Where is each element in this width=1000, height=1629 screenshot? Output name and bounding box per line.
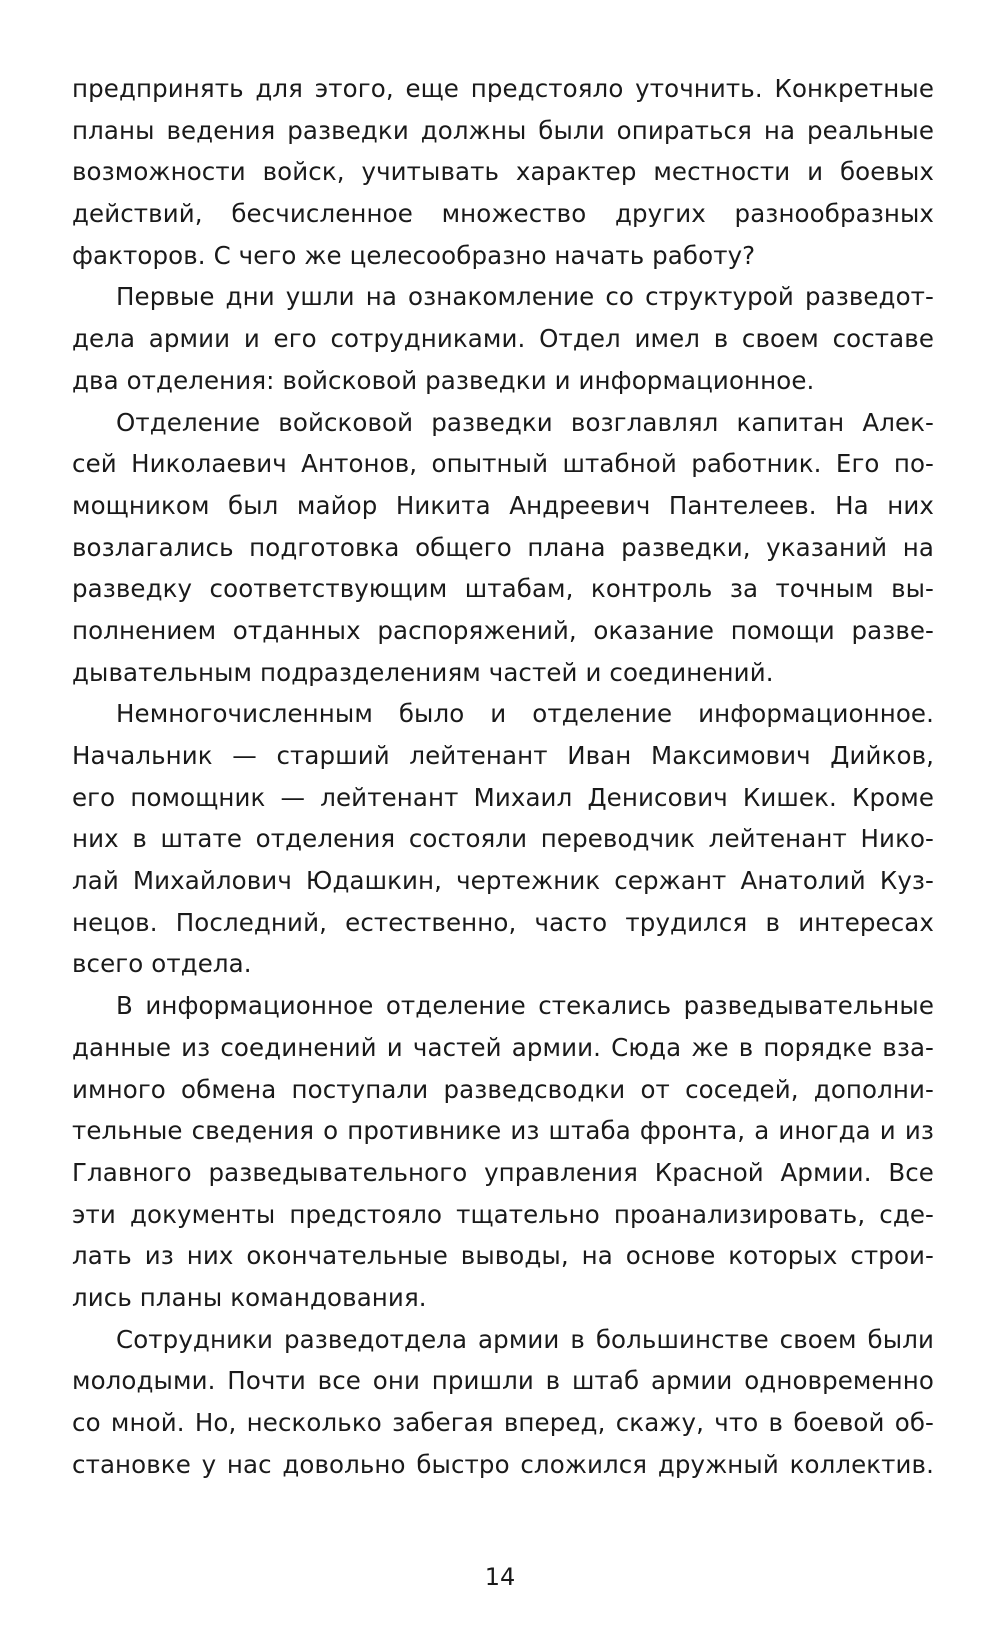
text-line: полнением отданных распоряжений, оказание помощи разве- [72, 615, 934, 645]
text-line: лись планы командования. [72, 1282, 427, 1312]
text-line: возможности войск, учитывать характер местности и боевых [72, 157, 934, 187]
page-number: 14 [484, 1563, 516, 1591]
text-line: Немногочисленным было и отделение информационное. [116, 699, 934, 729]
text-line: имного обмена поступали разведсводки от соседей, дополни- [72, 1074, 934, 1104]
text-line: Главного разведывательного управления Красной Армии. Все [72, 1157, 934, 1187]
text-line: два отделения: войсковой разведки и информационное. [72, 365, 815, 395]
text-line: Первые дни ушли на ознакомление со структурой разведот- [116, 282, 934, 312]
text-line: возлагались подготовка общего плана разведки, указаний на [72, 532, 934, 562]
text-line: дывательным подразделениям частей и соединений. [72, 657, 774, 687]
text-line: В информационное отделение стекались разведывательные [116, 991, 934, 1021]
text-line: планы ведения разведки должны были опираться на реальные [72, 115, 934, 145]
text-line: лай Михайлович Юдашкин, чертежник сержант Анатолий Куз- [72, 866, 934, 896]
text-line: мощником был майор Никита Андреевич Пантелеев. На них [72, 490, 934, 520]
text-line: эти документы предстояло тщательно проанализировать, сде- [72, 1199, 934, 1229]
body-text [72, 68, 934, 1485]
text-line: данные из соединений и частей армии. Сюда же в порядке вза- [72, 1032, 934, 1062]
text-line: действий, бесчисленное множество других разнообразных [72, 199, 934, 229]
text-line: Начальник — старший лейтенант Иван Максимович Дийков, [72, 741, 934, 770]
text-line: дела армии и его сотрудниками. Отдел имел в своем составе [72, 324, 934, 354]
text-line: его помощник — лейтенант Михаил Денисович Кишек. Кроме [72, 782, 934, 812]
text-line: становке у нас довольно быстро сложился дружный коллектив. [72, 1449, 934, 1479]
text-line: лать из них окончательные выводы, на основе которых строи- [72, 1241, 934, 1271]
text-line: всего отдела. [72, 949, 252, 979]
text-line: тельные сведения о противнике из штаба фронта, а иногда и из [72, 1116, 934, 1146]
text-line: сей Николаевич Антонов, опытный штабной работник. Его по- [72, 449, 934, 479]
text-line: факторов. С чего же целесообразно начать работу? [72, 240, 756, 270]
text-line: Отделение войсковой разведки возглавлял капитан Алек- [116, 407, 934, 437]
text-line: нецов. Последний, естественно, часто трудился в интересах [72, 907, 934, 937]
text-line: разведку соответствующим штабам, контроль за точным вы- [72, 574, 934, 604]
text-line: предпринять для этого, еще предстояло уточнить. Конкретные [72, 74, 934, 103]
text-line: со мной. Но, несколько забегая вперед, скажу, что в боевой об- [72, 1408, 934, 1437]
text-line: Сотрудники разведотдела армии в большинстве своем были [116, 1324, 934, 1354]
text-line: молодыми. Почти все они пришли в штаб армии одновременно [72, 1366, 934, 1396]
text-line: них в штате отделения состояли переводчик лейтенант Нико- [72, 824, 934, 854]
